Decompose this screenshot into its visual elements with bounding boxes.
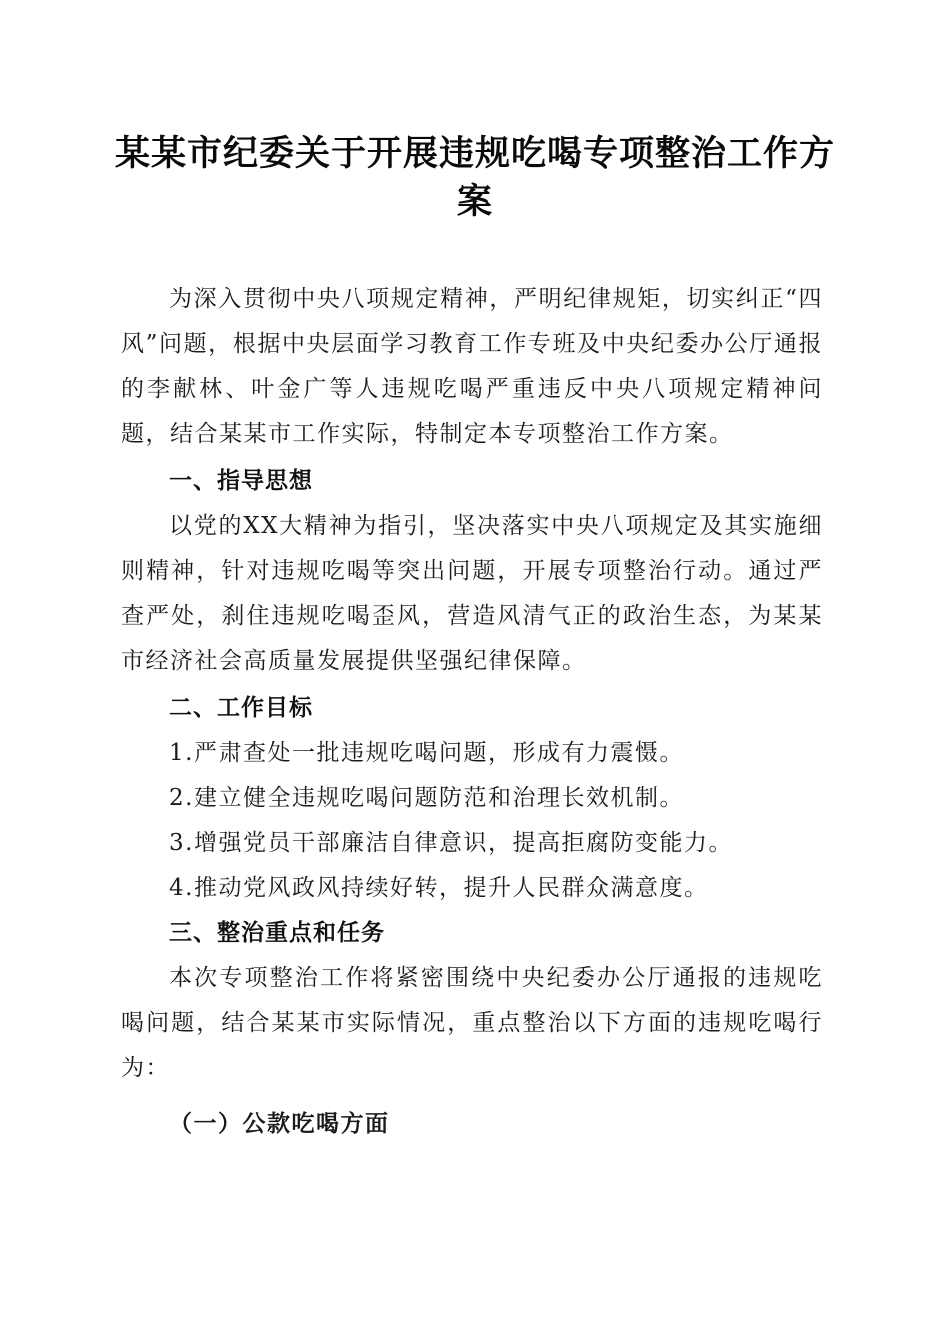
section-heading-focus-tasks: 三、整治重点和任务 <box>169 920 385 946</box>
document-title: 某某市纪委关于开展违规吃喝专项整治工作方案 <box>114 133 835 222</box>
goal-item: 4.推动党风政风持续好转，提升人民群众满意度。 <box>169 875 709 901</box>
intro-paragraph: 为深入贯彻中央八项规定精神，严明纪律规矩，切实纠正“四风”问题，根据中央层面学习教育工作专班及中央纪委办公厅通报的李献林、叶金广等人违规吃喝严重违反中央八项规定精神问题，结合某某市工作实际，特制定本专项整治工作方案。 <box>121 286 823 447</box>
section-paragraph-guiding-ideology: 以党的XX大精神为指引，坚决落实中央八项规定及其实施细则精神，针对违规吃喝等突出问题，开展专项整治行动。通过严查严处，刹住违规吃喝歪风，营造风清气正的政治生态，为某某市经济社会高质量发展提供坚强纪律保障。 <box>121 513 823 674</box>
section-heading-guiding-ideology: 一、指导思想 <box>169 468 313 494</box>
goal-item: 1.严肃查处一批违规吃喝问题，形成有力震慑。 <box>169 740 684 766</box>
subsection-heading-public-funds: （一）公款吃喝方面 <box>169 1110 390 1137</box>
goal-item: 2.建立健全违规吃喝问题防范和治理长效机制。 <box>169 785 684 811</box>
document-body <box>121 277 823 1146</box>
section-heading-work-goals: 二、工作目标 <box>169 695 313 721</box>
section-paragraph-focus-tasks: 本次专项整治工作将紧密围绕中央纪委办公厅通报的违规吃喝问题，结合某某市实际情况，重点整治以下方面的违规吃喝行为： <box>121 965 823 1081</box>
goal-item: 3.增强党员干部廉洁自律意识，提高拒腐防变能力。 <box>169 830 733 856</box>
